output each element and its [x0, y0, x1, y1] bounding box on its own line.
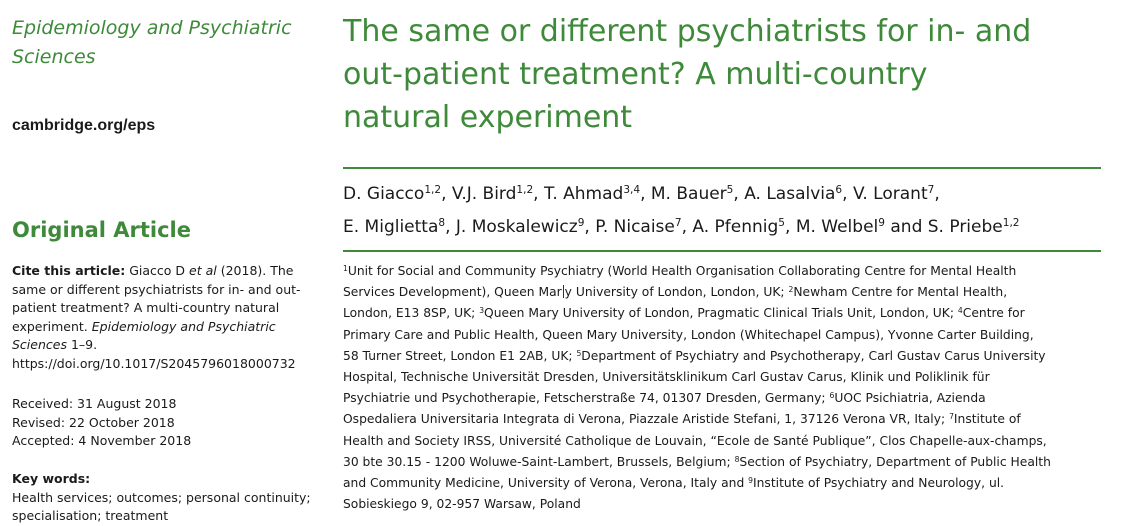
journal-name-line-2: Sciences	[12, 46, 96, 68]
paper-type-label: Original Article	[12, 218, 192, 242]
cite-label: Cite this article:	[12, 263, 126, 278]
author-name: A. Pfennig	[692, 217, 779, 237]
affil-line: and Community Medicine, University of Verona, Verona, Italy and $^9$Institute of Psychiatry and Neurology, ul.	[343, 475, 1005, 491]
author-affiliation-marker: 7	[927, 184, 935, 197]
author-separator: ,	[681, 217, 693, 237]
author-name: A. Lasalvia	[744, 184, 836, 204]
title-line-2: out-patient treatment? A multi-country	[343, 57, 928, 92]
revised-date: Revised: 22 October 2018	[12, 414, 175, 430]
history-dates	[12, 395, 191, 451]
cite-journal: Epidemiology and Psychiatric Sciences	[12, 318, 276, 352]
author-name: E. Miglietta	[343, 217, 439, 237]
affil-line: $^1$Unit for Social and Community Psychiatry (World Health Organisation Collaborating Centre for Mental Health	[343, 263, 1017, 278]
affil-line: Sobieskiego 9, 02-957 Warsaw, Poland	[343, 497, 581, 512]
cite-year-title: (2018). The same or different psychiatrists for in- and out-patient treatment? A multi-country natural experiment.	[12, 263, 301, 334]
affil-line: Primary Care and Public Health, Queen Mary University, London (Whitechapel Campus), Yvonne Carter Building,	[343, 327, 1034, 342]
author-affiliation-marker: 7	[674, 217, 682, 230]
author-affiliation-marker: 1,2	[516, 184, 534, 197]
author-line-2	[343, 211, 1113, 244]
author-name: P. Nicaise	[595, 217, 675, 237]
author-affiliation-marker: 9	[878, 217, 885, 230]
author-name: M. Welbel	[795, 217, 879, 237]
author-affiliation-marker: 1,2	[1002, 217, 1020, 230]
author-affiliation-marker: 1,2	[424, 184, 442, 197]
author-separator: ,	[445, 217, 456, 237]
author-name: T. Ahmad	[543, 184, 624, 204]
author-name: V.J. Bird	[451, 184, 517, 204]
article-title	[343, 10, 1113, 139]
citation-block	[12, 262, 317, 373]
cite-doi[interactable]: 1–9. https://doi.org/10.1017/S2045796018000732	[12, 337, 296, 371]
cite-authors: Giacco D	[129, 263, 186, 278]
cite-etal: et al	[189, 263, 217, 278]
author-name: D. Giacco	[343, 184, 425, 204]
keywords-block	[12, 470, 312, 526]
journal-name	[12, 14, 332, 72]
author-affiliation-marker: 3,4	[623, 184, 641, 197]
affil-line: Psychiatrie und Psychotherapie, Fetscherstraße 74, 01307 Dresden, Germany; $^6$UOC Psichiatria, Azienda	[343, 391, 986, 406]
author-list	[343, 178, 1113, 244]
author-affiliation-marker: 5	[726, 184, 734, 197]
title-line-3: natural experiment	[343, 100, 633, 135]
accepted-date: Accepted: 4 November 2018	[12, 433, 192, 448]
author-separator: ,	[733, 184, 745, 204]
author-separator: ,	[842, 184, 853, 204]
affil-line: Ospedaliera Universitaria Integrata di Verona, Piazzale Aristide Stefani, 1, 37126 Verona VR, Italy; $^7$Institute of	[343, 412, 1021, 427]
journal-site-link[interactable]: cambridge.org/eps	[12, 117, 156, 134]
keywords-label: Key words:	[12, 471, 91, 486]
author-affiliation-marker: 9	[577, 217, 585, 230]
authors-divider	[343, 250, 1101, 252]
author-separator: ,	[640, 184, 651, 204]
affil-line: Services Development), Queen Mar y University of London, London, UK; $^2$Newham Centre for Mental Health,	[343, 285, 1008, 300]
affil-line: London, E13 8SP, UK; $^3$Queen Mary University of London, Pragmatic Clinical Trials Unit, London, UK; $^4$Centre for	[343, 306, 1025, 321]
author-separator: ,	[934, 184, 940, 204]
title-divider	[343, 167, 1101, 169]
affil-line: Health and Society IRSS, Université Catholique de Louvain, “Ecole de Santé Publique”, Clos Chapelle-aux-champs,	[343, 433, 1047, 448]
title-line-1: The same or different psychiatrists for in- and	[343, 14, 1032, 49]
author-affiliation-marker: 6	[835, 184, 843, 197]
author-name: S. Priebe	[927, 217, 1003, 237]
author-name: J. Moskalewicz	[455, 217, 578, 237]
author-separator: and	[884, 217, 928, 237]
affil-line: 58 Turner Street, London E1 2AB, UK; $^5$Department of Psychiatry and Psychotherapy, Carl Gustav Carus University	[343, 348, 1046, 363]
affiliations	[343, 261, 1113, 515]
affil-line: Hospital, Technische Universität Dresden, Universitätsklinikum Carl Gustav Carus, Klinik und Poliklinik für	[343, 370, 990, 385]
author-affiliation-marker: 8	[438, 217, 446, 230]
keywords-text: Health services; outcomes; personal continuity; specialisation; treatment	[12, 489, 311, 523]
author-separator: ,	[584, 217, 596, 237]
author-separator: ,	[785, 217, 796, 237]
journal-name-line-1: Epidemiology and Psychiatric	[12, 17, 292, 39]
author-name: M. Bauer	[650, 184, 727, 204]
author-line-1	[343, 178, 1113, 211]
received-date: Received: 31 August 2018	[12, 396, 177, 411]
author-separator: ,	[441, 184, 452, 204]
author-separator: ,	[533, 184, 544, 204]
author-name: V. Lorant	[852, 184, 928, 204]
text-cursor	[563, 285, 564, 298]
affil-line: 30 bte 30.15 - 1200 Woluwe-Saint-Lambert, Brussels, Belgium; $^8$Section of Psychiatry, Department of Public Health	[343, 454, 1051, 469]
author-affiliation-marker: 5	[778, 217, 785, 230]
